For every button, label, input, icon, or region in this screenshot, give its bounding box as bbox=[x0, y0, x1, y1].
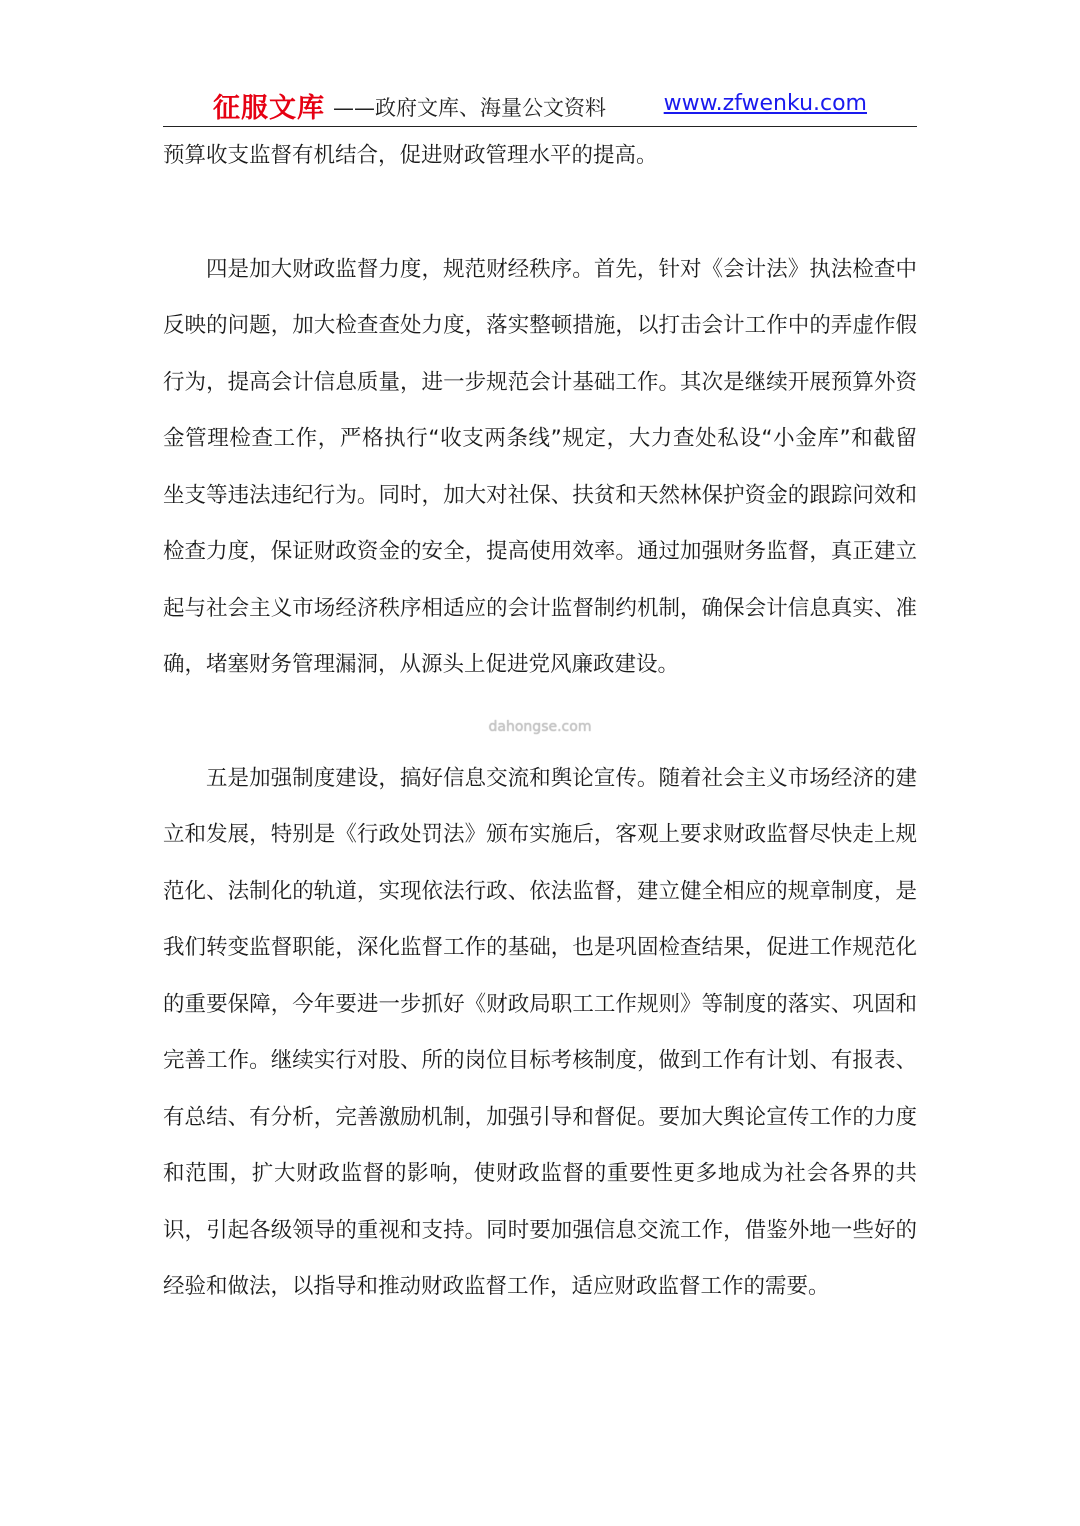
header-tagline: ——政府文库、海量公文资料 bbox=[333, 96, 606, 120]
document-body bbox=[163, 128, 917, 1316]
paragraph-continued: 预算收支监督有机结合，促进财政管理水平的提高。 bbox=[163, 143, 658, 168]
brand-logo-text: 征服文库 bbox=[213, 93, 325, 124]
page-header bbox=[163, 80, 917, 127]
paragraph-gap bbox=[163, 185, 917, 242]
paragraph-item-4: 四是加大财政监督力度，规范财经秩序。首先，针对《会计法》执法检查中反映的问题，加大检查查处力度，落实整顿措施，以打击会计工作中的弄虚作假行为，提高会计信息质量，进一步规范会计基础工作。其次是继续开展预算外资金管理检查工作，严格执行“收支两条线”规定，大力查处私设“小金库”和截留坐支等违法违纪行为。同时，加大对社保、扶贫和天然林保护资金的跟踪问效和检查力度，保证财政资金的安全，提高使用效率。通过加强财务监督，真正建立起与社会主义市场经济秩序相适应的会计监督制约机制，确保会计信息真实、准确，堵塞财务管理漏洞，从源头上促进党风廉政建设。 bbox=[163, 256, 917, 677]
site-url-link[interactable]: www.zfwenku.com bbox=[663, 91, 867, 116]
watermark-text: dahongse.com bbox=[488, 718, 592, 735]
paragraph-item-5: 五是加强制度建设，搞好信息交流和舆论宣传。随着社会主义市场经济的建立和发展，特别是《行政处罚法》颁布实施后，客观上要求财政监督尽快走上规范化、法制化的轨道，实现依法行政、依法监督，建立健全相应的规章制度，是我们转变监督职能，深化监督工作的基础，也是巩固检查结果，促进工作规范化的重要保障，今年要进一步抓好《财政局职工工作规则》等制度的落实、巩固和完善工作。继续实行对股、所的岗位目标考核制度，做到工作有计划、有报表、有总结、有分析，完善激励机制，加强引导和督促。要加大舆论宣传工作的力度和范围，扩大财政监督的影响，使财政监督的重要性更多地成为社会各界的共识，引起各级领导的重视和支持。同时要加强信息交流工作，借鉴外地一些好的经验和做法，以指导和推动财政监督工作，适应财政监督工作的需要。 bbox=[163, 765, 917, 1299]
paragraph-gap bbox=[163, 694, 917, 751]
